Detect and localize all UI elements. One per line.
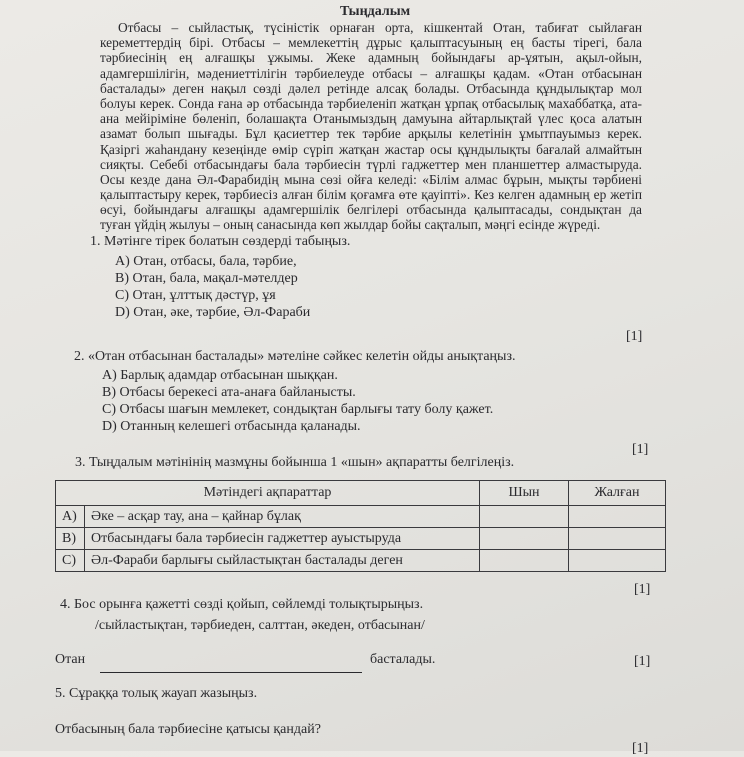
row-text: Әке – асқар тау, ана – қайнар бұлақ bbox=[85, 506, 480, 528]
q1-option-b: B) Отан, бала, мақал-мәтелдер bbox=[115, 271, 298, 286]
passage-line: азамат болып шығады. Бұл қасиеттер тек тәрбие арқылы келетінін ұмытпауымыз керек. bbox=[100, 126, 642, 142]
row-text: Әл-Фараби барлығы сыйластықтан басталады деген bbox=[85, 550, 480, 572]
q2-option-b: B) Отбасы берекесі ата-анаға байланысты. bbox=[102, 385, 356, 400]
false-cell[interactable] bbox=[569, 550, 666, 572]
true-false-table bbox=[55, 480, 666, 572]
true-cell[interactable] bbox=[480, 550, 569, 572]
q4-word-bank: /сыйластықтан, тәрбиеден, салттан, әкеден, отбасынан/ bbox=[95, 618, 425, 633]
q4-mark: [1] bbox=[634, 654, 651, 669]
passage-line: адамгершілігін, мәдениеттілігін тәрбиелеуде отбасы – алғашқы қадам. «Отан отбасынан bbox=[100, 65, 642, 81]
header-info: Мәтіндегі ақпараттар bbox=[56, 481, 480, 506]
false-cell[interactable] bbox=[569, 506, 666, 528]
reading-passage bbox=[100, 20, 642, 233]
q1-option-a: A) Отан, отбасы, бала, тәрбие, bbox=[115, 254, 297, 269]
q1-option-d: D) Отан, әке, тәрбие, Әл-Фараби bbox=[115, 305, 311, 320]
question-4: 4. Бос орынға қажетті сөзді қойып, сөйлемді толықтырыңыз. bbox=[60, 597, 424, 612]
passage-line: қалыптастыру керек, тәрбиесіз алған білім қоғамға өте қауіпті». Кез келген адамның ер жетіп bbox=[100, 187, 642, 203]
q2-mark: [1] bbox=[632, 442, 649, 457]
q2-option-c: C) Отбасы шағын мемлекет, сондықтан барлығы тату болу қажет. bbox=[102, 402, 494, 417]
passage-line: кереметтердің бірі. Отбасы – мемлекеттің дұрыс қалыптасуының ең басты тірегі, бала bbox=[100, 35, 642, 51]
q2-option-a: A) Барлық адамдар отбасынан шыққан. bbox=[102, 368, 338, 383]
passage-line: Қазіргі жаһандану кезеңінде өмір сүріп жатқан жастар осы құндылықты бағалай алмайтын bbox=[100, 141, 642, 157]
answer-blank[interactable] bbox=[100, 672, 362, 673]
q2-option-d: D) Отанның келешегі отбасында қаланады. bbox=[102, 419, 361, 434]
question-1: 1. Мәтінге тірек болатын сөздерді табыңыз. bbox=[90, 234, 351, 249]
passage-line: басталады» деген нақыл сөзді дәлел ретінде алсақ болады. Отбасында құндылықтар мол bbox=[100, 80, 642, 96]
passage-line: тәрбиесінің ең алғашқы ұжымы. Жеке адамның бойындағы ар-ұятын, ақыл-ойын, bbox=[100, 50, 642, 66]
question-2: 2. «Отан отбасынан басталады» мәтеліне сәйкес келетін ойды анықтаңыз. bbox=[74, 349, 516, 364]
table-row bbox=[56, 528, 666, 550]
passage-line: сияқты. Себебі отбасындағы бала тәрбиесін түрлі гаджеттер мен планшеттер алмастыруда. bbox=[100, 156, 642, 172]
question-5: 5. Сұраққа толық жауап жазыңыз. bbox=[55, 686, 258, 701]
question-3: 3. Тыңдалым мәтінінің мазмұны бойынша 1 «шын» ақпаратты белгілеңіз. bbox=[75, 455, 515, 470]
false-cell[interactable] bbox=[569, 528, 666, 550]
q4-after: басталады. bbox=[370, 652, 436, 667]
q3-mark: [1] bbox=[634, 582, 651, 597]
passage-line: туған үйдің жылуы – оның санасында көп жылдар бойы сақталып, мәңгі есінде жүреді. bbox=[100, 217, 601, 233]
row-letter: C) bbox=[56, 550, 85, 572]
table-row bbox=[56, 550, 666, 572]
header-false: Жалған bbox=[569, 481, 666, 506]
row-text: Отбасындағы бала тәрбиесін гаджеттер ауыстыруда bbox=[85, 528, 480, 550]
header-true: Шын bbox=[480, 481, 569, 506]
passage-line: болуы керек. Сонда ғана әр отбасында тәрбиеленіп жатқан ұрпақ отбасылық махаббатқа, ата- bbox=[100, 95, 642, 111]
row-letter: A) bbox=[56, 506, 85, 528]
passage-line: Осы кезде дана Әл-Фарабидің мына сөзі ойға келеді: «Білім алмас бұрын, мықты тәрбиені bbox=[100, 171, 642, 187]
q5-mark: [1] bbox=[632, 741, 649, 756]
true-cell[interactable] bbox=[480, 506, 569, 528]
passage-line: ана мейіріміне бөленіп, болашақта Отанымыздың дамуына айтарлықтай үлес қоса алатын bbox=[100, 111, 642, 127]
q1-option-c: C) Отан, ұлттық дәстүр, ұя bbox=[115, 288, 276, 303]
page-title: Тыңдалым bbox=[340, 4, 411, 19]
q1-mark: [1] bbox=[626, 329, 643, 344]
q5-question: Отбасының бала тәрбиесіне қатысы қандай? bbox=[55, 722, 321, 737]
true-cell[interactable] bbox=[480, 528, 569, 550]
passage-line: өсуі, бойындағы алғашқы адамгершілік белгілері отбасында қалыптасады, сондықтан да bbox=[100, 202, 642, 218]
table-row bbox=[56, 506, 666, 528]
q4-before: Отан bbox=[55, 652, 86, 667]
row-letter: B) bbox=[56, 528, 85, 550]
passage-line: Отбасы – сыйластық, түсіністік орнаған орта, кішкентай Отан, табиғат сыйлаған bbox=[118, 20, 642, 35]
